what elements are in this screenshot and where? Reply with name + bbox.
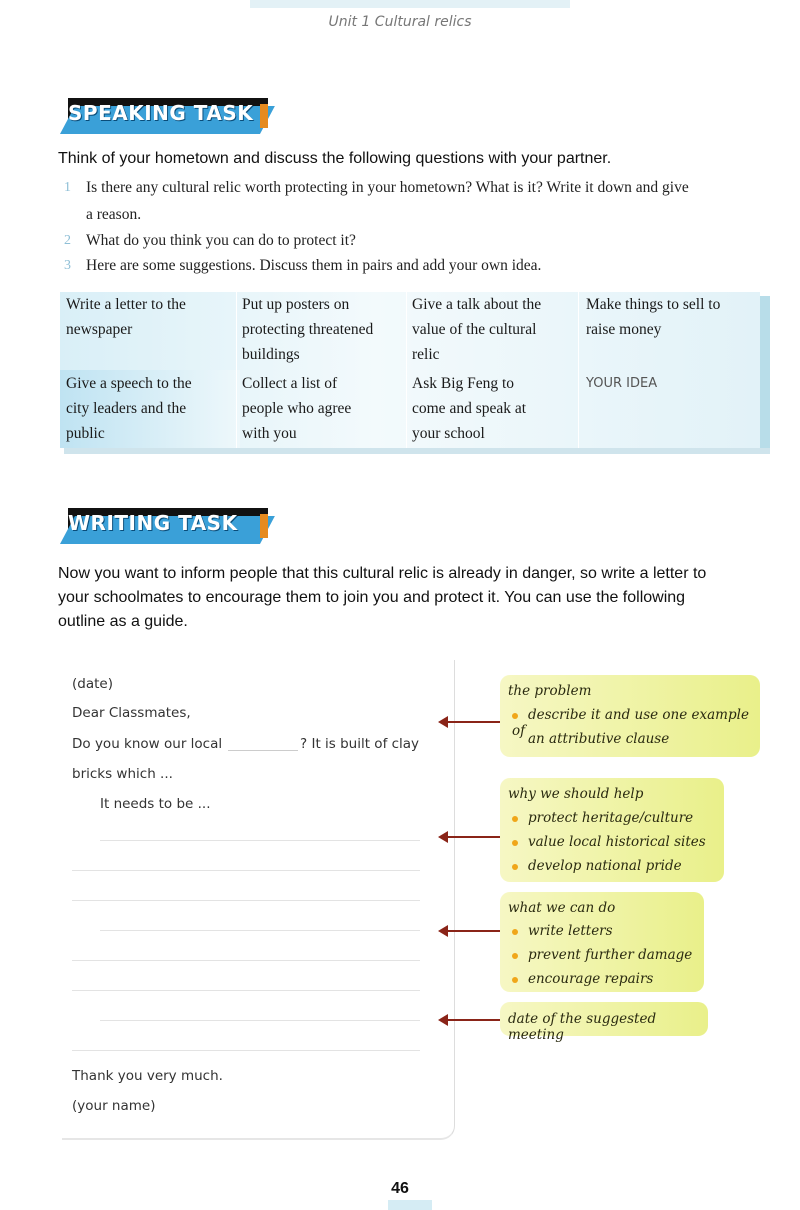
writing-line[interactable] [72, 870, 420, 871]
bullet-icon [512, 713, 518, 719]
bullet-icon [512, 953, 518, 959]
question-text: Is there any cultural relic worth protecting in your hometown? What is it? Write it down and give [86, 179, 689, 196]
question-2 [64, 227, 764, 254]
writing-line[interactable] [100, 930, 420, 931]
arrow-left-icon [440, 721, 500, 723]
letter-closing: Thank you very much. [72, 1068, 223, 1084]
note-bullet-continued: an attributive clause [528, 731, 670, 747]
writing-line[interactable] [100, 1020, 420, 1021]
question-text: Here are some suggestions. Discuss them in pairs and add your own idea. [86, 257, 542, 274]
bullet-icon [512, 864, 518, 870]
note-the-problem [500, 675, 760, 757]
letter-date: (date) [72, 676, 113, 692]
suggestion-cell: Write a letter to the newspaper [66, 296, 186, 338]
letter-line: ? It is built of clay [300, 736, 420, 752]
your-idea-cell: YOUR IDEA [586, 376, 658, 391]
letter-line: Do you know our local [72, 736, 223, 752]
question-text: What do you think you can do to protect it? [86, 232, 356, 249]
letter-signature: (your name) [72, 1098, 156, 1114]
question-number: 1 [64, 180, 71, 195]
note-bullet: value local historical sites [512, 834, 706, 850]
suggestion-cell: Collect a list of people who agree with you [242, 375, 352, 442]
note-bullet: encourage repairs [512, 971, 653, 987]
bullet-icon [512, 840, 518, 846]
unit-title: Unit 1 Cultural relics [328, 14, 472, 30]
writing-task-title: WRITING TASK [68, 511, 238, 535]
note-why-we-should-help [500, 778, 724, 882]
letter-line: It needs to be ... [100, 796, 211, 812]
bullet-icon [512, 929, 518, 935]
suggestion-cell: Ask Big Feng to come and speak at your school [412, 375, 527, 442]
note-title: what we can do [508, 900, 616, 916]
writing-line[interactable] [72, 990, 420, 991]
writing-task-tag [60, 508, 270, 538]
question-number: 3 [64, 258, 71, 273]
header-bar [250, 0, 570, 8]
speaking-task-tag [60, 98, 270, 128]
note-title: the problem [508, 683, 592, 699]
arrow-left-icon [440, 836, 500, 838]
question-number: 2 [64, 233, 71, 248]
note-title: date of the suggested meeting [508, 1011, 657, 1043]
suggestions-table [60, 292, 770, 454]
bullet-icon [512, 977, 518, 983]
writing-line[interactable] [72, 960, 420, 961]
writing-line[interactable] [72, 900, 420, 901]
note-bullet: prevent further damage [512, 947, 692, 963]
arrow-left-icon [440, 930, 500, 932]
bullet-icon [512, 816, 518, 822]
page-bar [388, 1200, 432, 1210]
note-bullet: write letters [512, 923, 613, 939]
note-meeting-date [500, 1002, 708, 1043]
speaking-intro: Think of your hometown and discuss the following questions with your partner. [58, 150, 612, 167]
suggestion-cell: Make things to sell to raise money [586, 296, 721, 338]
question-1 [64, 174, 764, 228]
page-number: 46 [391, 1180, 409, 1197]
letter-line: bricks which ... [72, 766, 173, 782]
note-bullet: describe it and use one example of [512, 707, 749, 739]
letter-greeting: Dear Classmates, [72, 705, 191, 721]
question-text: a reason. [86, 206, 142, 223]
suggestion-cell: Put up posters on protecting threatened buildings [242, 296, 374, 363]
note-title: why we should help [508, 786, 644, 802]
question-3 [64, 252, 764, 279]
writing-line[interactable] [100, 840, 420, 841]
note-bullet: develop national pride [512, 858, 682, 874]
suggestion-cell: Give a speech to the city leaders and the public [66, 375, 192, 442]
note-bullet: protect heritage/culture [512, 810, 693, 826]
writing-line[interactable] [72, 1050, 420, 1051]
suggestion-cell: Give a talk about the value of the cultural relic [412, 296, 542, 363]
arrow-left-icon [440, 1019, 500, 1021]
speaking-task-title: SPEAKING TASK [68, 101, 254, 125]
note-what-we-can-do [500, 892, 704, 992]
letter-blank[interactable] [228, 750, 298, 751]
writing-intro: Now you want to inform people that this cultural relic is already in danger, so write a letter to your schoolmates to encourage them to join you and protect it. You can use the following outline as a guide. [58, 565, 707, 630]
